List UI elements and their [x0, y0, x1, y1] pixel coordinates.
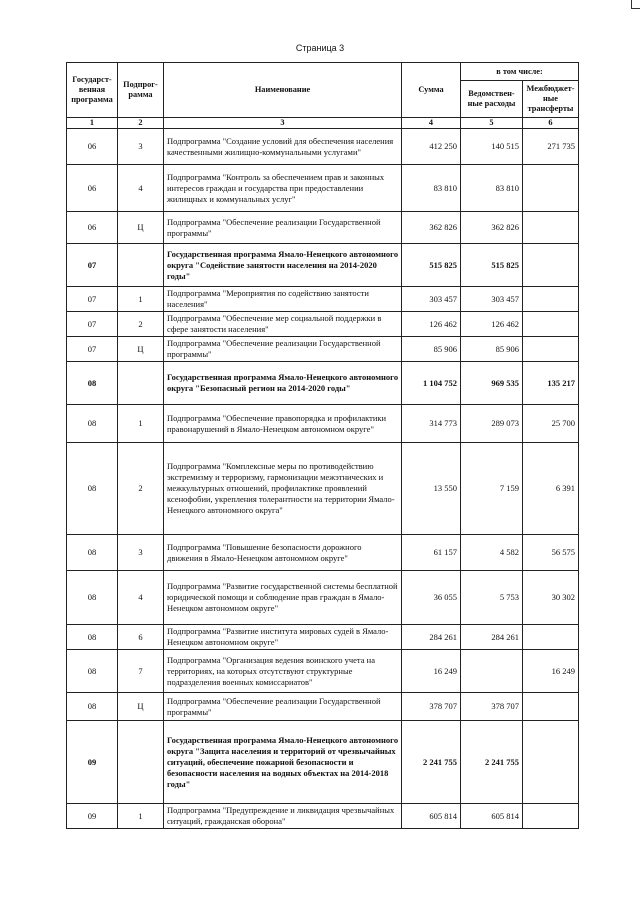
name-cell: Подпрограмма "Мероприятия по содействию занятости населения" [164, 287, 402, 312]
transfers-cell [523, 212, 579, 244]
subprogram-cell [118, 362, 164, 405]
header-including: в том числе: [461, 63, 579, 81]
departmental-cell: 4 582 [461, 535, 523, 571]
name-cell: Подпрограмма "Обеспечение реализации Государственной программы" [164, 212, 402, 244]
column-number-row [67, 118, 579, 129]
header-subprogram: Подпрог-рамма [118, 63, 164, 118]
departmental-cell: 303 457 [461, 287, 523, 312]
header-transfers: Межбюджет-ные трансферты [523, 81, 579, 118]
program-cell: 08 [67, 650, 118, 693]
table-row [67, 362, 579, 405]
table-row [67, 650, 579, 693]
name-cell: Подпрограмма "Организация ведения воинского учета на территориях, на которых отсутствуют структурные подразделения военных комиссариатов" [164, 650, 402, 693]
name-cell: Подпрограмма "Обеспечение мер социальной поддержки в сфере занятости населения" [164, 312, 402, 337]
program-cell: 07 [67, 244, 118, 287]
name-cell: Подпрограмма "Контроль за обеспечением прав и законных интересов граждан и государства при предоставлении жилищных и коммунальных услуг" [164, 165, 402, 212]
table-row [67, 129, 579, 165]
departmental-cell: 284 261 [461, 625, 523, 650]
sum-cell: 2 241 755 [402, 721, 461, 804]
table-row [67, 625, 579, 650]
program-cell: 09 [67, 804, 118, 829]
subprogram-cell [118, 244, 164, 287]
program-cell: 08 [67, 535, 118, 571]
subprogram-cell: 6 [118, 625, 164, 650]
sum-cell: 362 826 [402, 212, 461, 244]
name-cell: Подпрограмма "Предупреждение и ликвидация чрезвычайных ситуаций, гражданская оборона" [164, 804, 402, 829]
name-cell: Подпрограмма "Обеспечение реализации Государственной программы" [164, 693, 402, 721]
table-row [67, 287, 579, 312]
table-row [67, 165, 579, 212]
table-row [67, 337, 579, 362]
departmental-cell: 515 825 [461, 244, 523, 287]
table-row [67, 693, 579, 721]
sum-cell: 126 462 [402, 312, 461, 337]
transfers-cell [523, 693, 579, 721]
transfers-cell [523, 165, 579, 212]
program-cell: 07 [67, 312, 118, 337]
name-cell: Подпрограмма "Повышение безопасности дорожного движения в Ямало-Ненецком автономном округе" [164, 535, 402, 571]
page-label: Страница 3 [295, 43, 345, 53]
sum-cell: 36 055 [402, 571, 461, 625]
subprogram-cell: Ц [118, 337, 164, 362]
program-cell: 07 [67, 337, 118, 362]
departmental-cell [461, 650, 523, 693]
subprogram-cell: 3 [118, 535, 164, 571]
name-cell: Подпрограмма "Обеспечение правопорядка и профилактики правонарушений в Ямало-Ненецком автономном округе" [164, 405, 402, 443]
transfers-cell: 135 217 [523, 362, 579, 405]
sum-cell: 16 249 [402, 650, 461, 693]
program-cell: 08 [67, 362, 118, 405]
transfers-cell: 16 249 [523, 650, 579, 693]
header-departmental: Ведомствен-ные расходы [461, 81, 523, 118]
name-cell: Государственная программа Ямало-Ненецкого автономного округа "Защита населения и территорий от чрезвычайных ситуаций, обеспечение пожарной безопасности и безопасности населения на водных объектах на 2014-2018 годы" [164, 721, 402, 804]
sum-cell: 303 457 [402, 287, 461, 312]
sum-cell: 83 810 [402, 165, 461, 212]
subprogram-cell: 1 [118, 287, 164, 312]
departmental-cell: 83 810 [461, 165, 523, 212]
transfers-cell [523, 287, 579, 312]
subprogram-cell: 1 [118, 804, 164, 829]
program-cell: 08 [67, 443, 118, 535]
subprogram-cell: 3 [118, 129, 164, 165]
subprogram-cell: Ц [118, 693, 164, 721]
sum-cell: 61 157 [402, 535, 461, 571]
sum-cell: 284 261 [402, 625, 461, 650]
column-number: 3 [164, 118, 402, 129]
header-program: Государст-венная программа [67, 63, 118, 118]
transfers-cell [523, 721, 579, 804]
header-sum: Сумма [402, 63, 461, 118]
departmental-cell: 289 073 [461, 405, 523, 443]
departmental-cell: 378 707 [461, 693, 523, 721]
departmental-cell: 2 241 755 [461, 721, 523, 804]
name-cell: Государственная программа Ямало-Ненецкого автономного округа "Безопасный регион на 2014-2020 годы" [164, 362, 402, 405]
name-cell: Подпрограмма "Обеспечение реализации Государственной программы" [164, 337, 402, 362]
table-row [67, 244, 579, 287]
subprogram-cell: 1 [118, 405, 164, 443]
sum-cell: 1 104 752 [402, 362, 461, 405]
subprogram-cell: 4 [118, 165, 164, 212]
table-row [67, 443, 579, 535]
column-number: 2 [118, 118, 164, 129]
table-row [67, 405, 579, 443]
transfers-cell [523, 625, 579, 650]
transfers-cell: 30 302 [523, 571, 579, 625]
table-row [67, 212, 579, 244]
transfers-cell [523, 337, 579, 362]
transfers-cell [523, 804, 579, 829]
sum-cell: 605 814 [402, 804, 461, 829]
subprogram-cell: 2 [118, 312, 164, 337]
sum-cell: 378 707 [402, 693, 461, 721]
sum-cell: 314 773 [402, 405, 461, 443]
program-cell: 08 [67, 625, 118, 650]
column-number: 6 [523, 118, 579, 129]
column-number: 4 [402, 118, 461, 129]
table-row [67, 571, 579, 625]
transfers-cell: 25 700 [523, 405, 579, 443]
program-cell: 06 [67, 212, 118, 244]
subprogram-cell: Ц [118, 212, 164, 244]
program-cell: 06 [67, 129, 118, 165]
table-row [67, 312, 579, 337]
departmental-cell: 85 906 [461, 337, 523, 362]
transfers-cell: 56 575 [523, 535, 579, 571]
subprogram-cell [118, 721, 164, 804]
name-cell: Подпрограмма "Развитие государственной системы бесплатной юридической помощи и соблюдение прав граждан в Ямало-Ненецком автономном округе" [164, 571, 402, 625]
column-number: 5 [461, 118, 523, 129]
program-cell: 09 [67, 721, 118, 804]
name-cell: Подпрограмма "Создание условий для обеспечения населения качественными жилищно-коммунальными услугами" [164, 129, 402, 165]
table-body [67, 129, 579, 829]
departmental-cell: 7 159 [461, 443, 523, 535]
departmental-cell: 362 826 [461, 212, 523, 244]
program-cell: 08 [67, 571, 118, 625]
page-corner-mark [631, 0, 640, 9]
table-row [67, 721, 579, 804]
name-cell: Подпрограмма "Развитие института мировых судей в Ямало-Ненецком автономном округе" [164, 625, 402, 650]
name-cell: Государственная программа Ямало-Ненецкого автономного округа "Содействие занятости населения на 2014-2020 годы" [164, 244, 402, 287]
budget-table [66, 62, 579, 829]
subprogram-cell: 4 [118, 571, 164, 625]
column-number: 1 [67, 118, 118, 129]
departmental-cell: 605 814 [461, 804, 523, 829]
transfers-cell: 271 735 [523, 129, 579, 165]
table-row [67, 535, 579, 571]
program-cell: 08 [67, 693, 118, 721]
header-name: Наименование [164, 63, 402, 118]
sum-cell: 515 825 [402, 244, 461, 287]
table-row [67, 804, 579, 829]
departmental-cell: 969 535 [461, 362, 523, 405]
subprogram-cell: 2 [118, 443, 164, 535]
departmental-cell: 140 515 [461, 129, 523, 165]
subprogram-cell: 7 [118, 650, 164, 693]
departmental-cell: 126 462 [461, 312, 523, 337]
sum-cell: 13 550 [402, 443, 461, 535]
program-cell: 08 [67, 405, 118, 443]
departmental-cell: 5 753 [461, 571, 523, 625]
program-cell: 07 [67, 287, 118, 312]
transfers-cell [523, 312, 579, 337]
name-cell: Подпрограмма "Комплексные меры по противодействию экстремизму и терроризму, гармонизации межэтнических и межкультурных отношений, профилактике проявлений ксенофобии, укрепления толерантности на территории Ямало-Ненецкого автономного округа" [164, 443, 402, 535]
transfers-cell: 6 391 [523, 443, 579, 535]
sum-cell: 412 250 [402, 129, 461, 165]
transfers-cell [523, 244, 579, 287]
program-cell: 06 [67, 165, 118, 212]
sum-cell: 85 906 [402, 337, 461, 362]
